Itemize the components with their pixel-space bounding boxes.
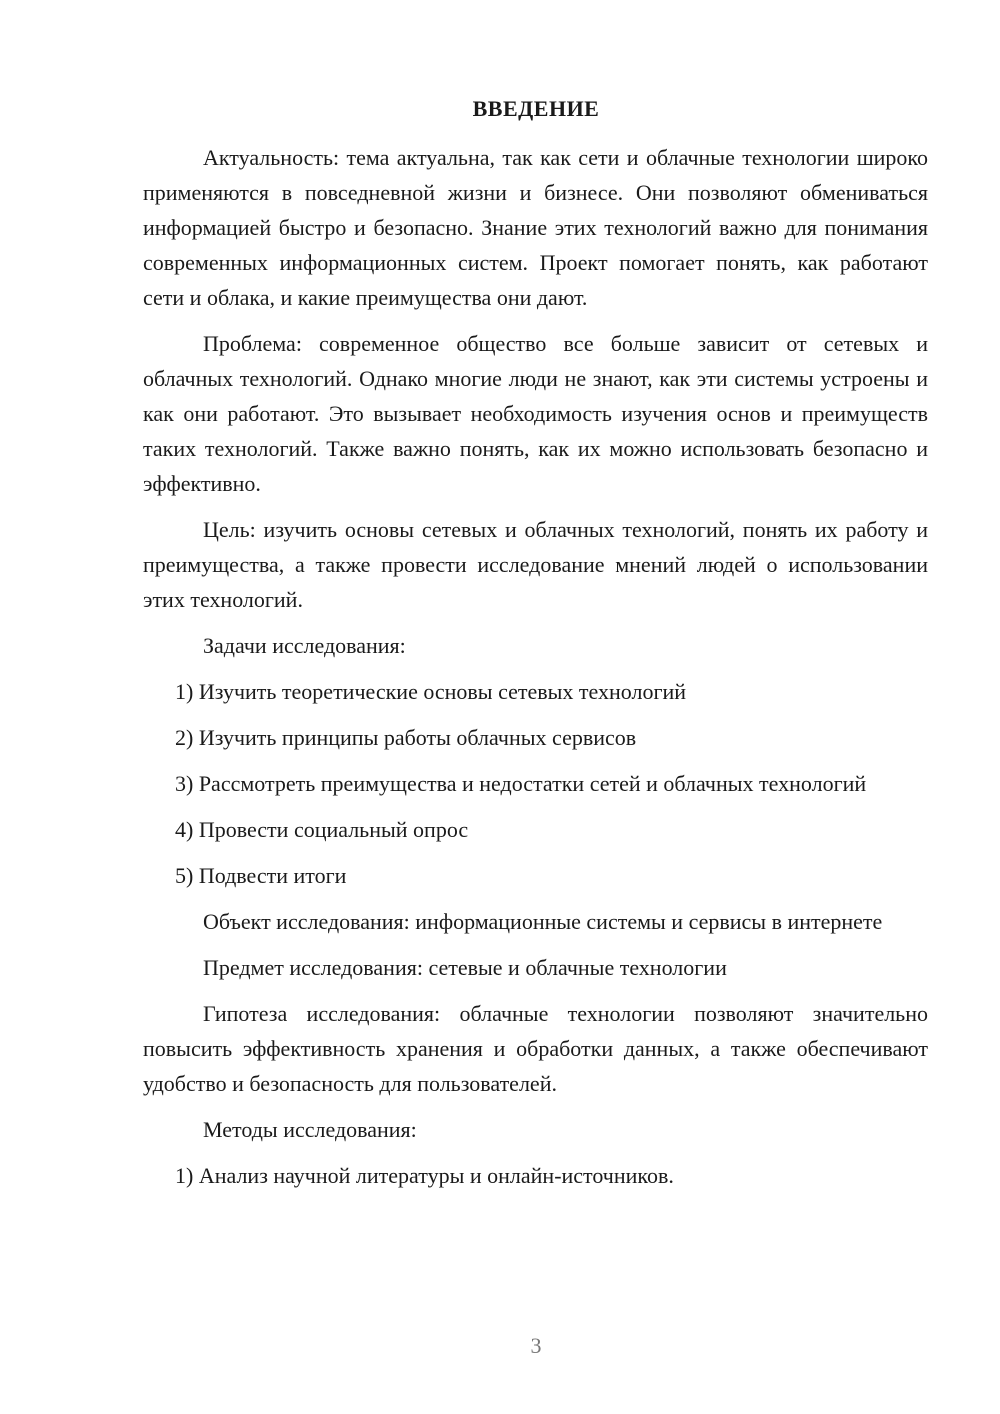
paragraph-tasks-heading: Задачи исследования: — [203, 633, 406, 658]
paragraph-problem: Проблема: современное общество все больше зависит от сетевых и облачных технологий. Однако многие люди не знают, как эти системы устроены и как они работают. Это вызывает необходимость изучения основ и преимуществ таких технологий. Также важно понять, как их можно использовать безопасно и эффективно. — [143, 331, 928, 496]
list-item-task-5: 5) Подвести итоги — [175, 863, 347, 888]
list-item-task-3: 3) Рассмотреть преимущества и недостатки сетей и облачных технологий — [175, 771, 867, 796]
paragraph-hypothesis: Гипотеза исследования: облачные технологии позволяют значительно повысить эффективность хранения и обработки данных, а также обеспечивают удобство и безопасность для пользователей. — [143, 1001, 928, 1096]
paragraph-methods-heading: Методы исследования: — [203, 1117, 417, 1142]
list-item-method-1: 1) Анализ научной литературы и онлайн-источников. — [175, 1163, 674, 1188]
list-item-task-4: 4) Провести социальный опрос — [175, 817, 469, 842]
section-title: ВВЕДЕНИЕ — [472, 96, 600, 121]
body-text — [143, 140, 928, 1204]
page-number: 3 — [530, 1333, 542, 1358]
list-item-task-1: 1) Изучить теоретические основы сетевых технологий — [175, 679, 687, 704]
paragraph-subject: Предмет исследования: сетевые и облачные технологии — [203, 955, 727, 980]
paragraph-goal: Цель: изучить основы сетевых и облачных технологий, понять их работу и преимущества, а также провести исследование мнений людей о использовании этих технологий. — [143, 517, 928, 612]
paragraph-relevance: Актуальность: тема актуальна, так как сети и облачные технологии широко применяются в повседневной жизни и бизнесе. Они позволяют обмениваться информацией быстро и безопасно. Знание этих технологий важно для понимания современных информационных систем. Проект помогает понять, как работают сети и облака, и какие преимущества они дают. — [143, 145, 928, 310]
list-item-task-2: 2) Изучить принципы работы облачных сервисов — [175, 725, 637, 750]
paragraph-object: Объект исследования: информационные системы и сервисы в интернете — [203, 909, 883, 934]
